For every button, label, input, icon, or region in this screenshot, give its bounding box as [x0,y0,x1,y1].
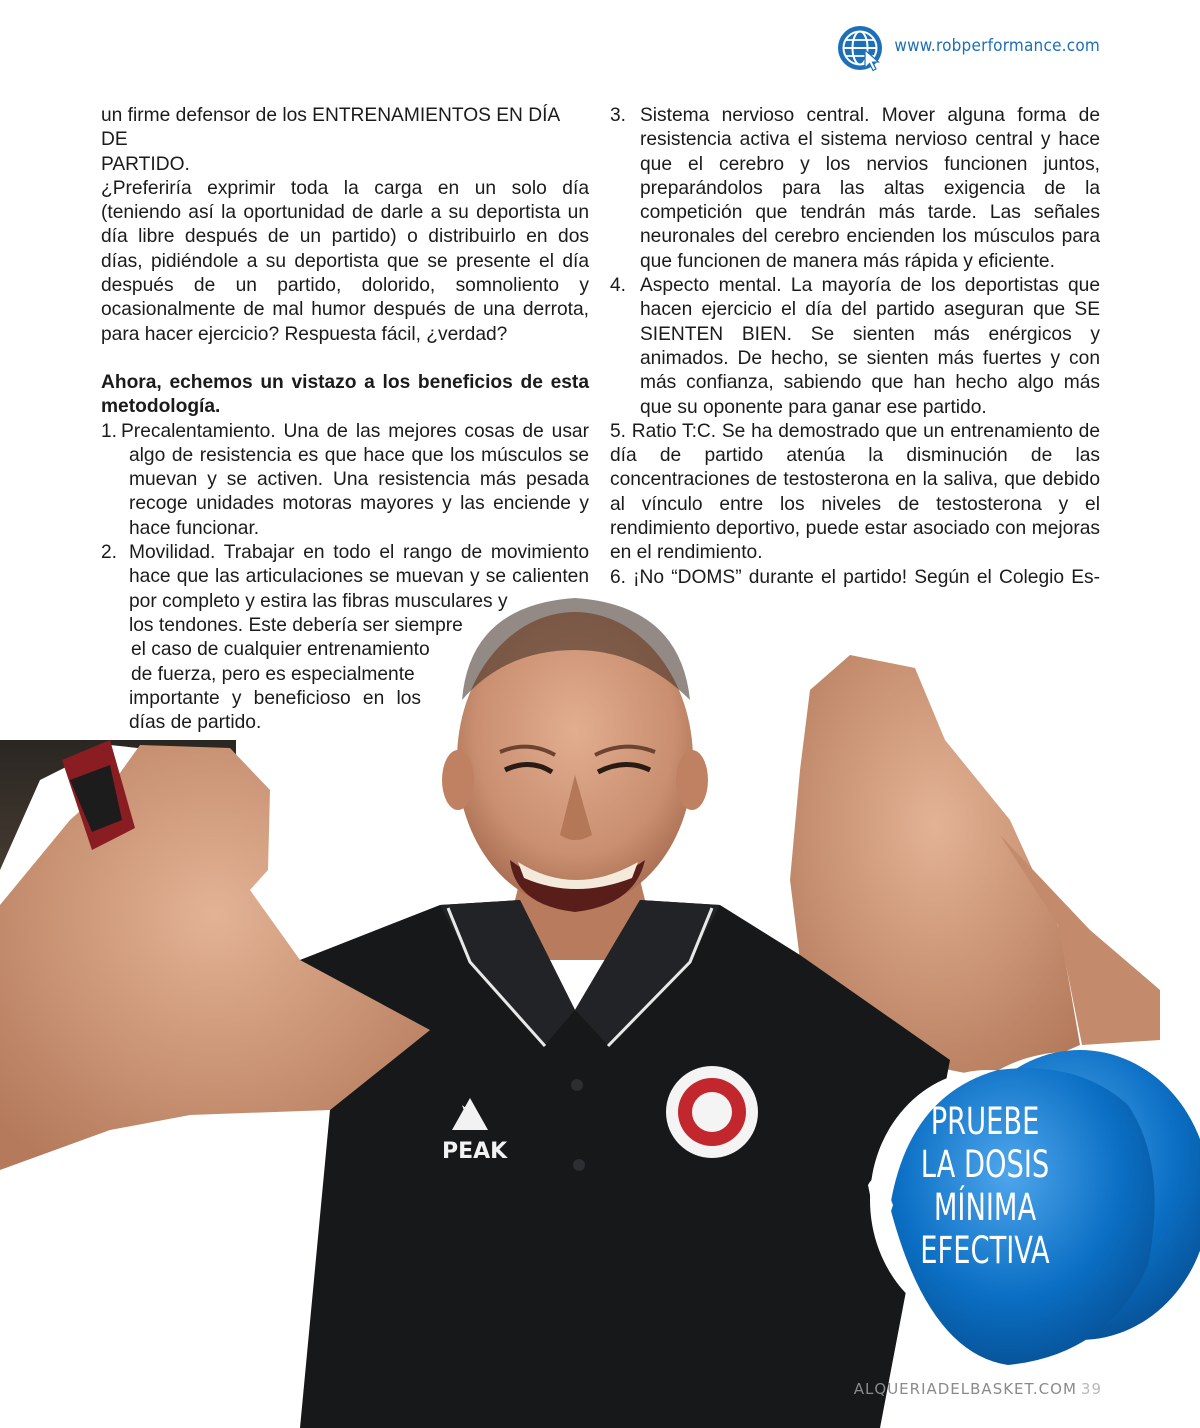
item-text: Sistema nervioso central. Mover alguna forma de resistencia activa el sistema nervioso central y hace que el cerebro y los nervios funcionen juntos, preparándolos para las altas exigencia de la competición que tendrán más tarde. Las señales neuronales del cerebro encienden los músculos para que funcionen de manera más rápida y eficiente. [640,105,1100,272]
list-item [101,420,589,541]
item-text: Aspecto mental. La mayoría de los deportistas que hacen ejercicio el día del partido aseguran que SE SIENTEN BIEN. Se sienten más enérgicos y animados. De hecho, se sienten más fuertes y con más confianza, sabiendo que han hecho algo más que su oponente para ganar ese partido. [640,275,1100,418]
footer-site: ALQUERIADELBASKET.COM [853,1380,1077,1398]
intro-line-2: PARTIDO. [101,153,190,175]
item-number: 4. [610,275,627,297]
badge-line-4: EFECTIVA [920,1229,1050,1272]
right-column [610,104,1100,590]
item-number: 3. [610,105,627,126]
badge-line-3: MÍNIMA [933,1186,1037,1229]
left-column [101,104,589,735]
page-footer [854,1380,1102,1398]
item-number: 2. [101,542,118,564]
badge-line-1: PRUEBE [930,1100,1040,1143]
list-item [101,541,589,735]
badge-line-2: LA DOSIS [920,1143,1050,1186]
item-text: Precalentamiento. Una de las mejores cosas de usar algo de resistencia es que hace que los músculos se muevan y se activen. Una resistencia más pesada recoge unidades motoras mayores y las enciende y hace funcionar. [121,420,589,539]
page-number: 39 [1080,1380,1102,1398]
peak-text: PEAK [442,1139,508,1164]
globe-cursor-icon [836,24,886,74]
question-paragraph: ¿Preferiría exprimir toda la carga en un solo día (teniendo así la oportunidad de darle a su deportista un día libre después de un partido) o distribuirlo en dos días, pidiéndole a su deportista que se presente el día después de un partido, dolorido, somnoliento y ocasionalmente de mal humor después de una derrota, para hacer ejercicio? Respuesta fácil, ¿verdad? [101,177,589,345]
item-text: Movilidad. Trabajar en todo el rango de movimiento hace que las articulaciones se muevan y se calienten por completo y estira las fibras musculares y los tendones. Este debería ser siempre el caso de cualquier entrenamiento de fuerza, pero es especialmente importante y beneficioso en los días de partido. [129,542,589,734]
section-heading: Ahora, echemos un vistazo a los beneficios de esta metodología. [101,371,589,418]
list-item [610,104,1100,274]
list-item: 5. Ratio T:C. Se ha demostrado que un entrenamiento de día de partido atenúa la disminución de las concentraciones de testosterona en la saliva, que debido al vínculo entre los niveles de testosterona y el rendimiento deportivo, puede estar asociado con mejoras en el rendimiento. [610,420,1100,564]
intro-line-1: un firme defensor de los ENTRENAMIENTOS EN DÍA DE [101,105,560,151]
item-number: 1. [101,420,118,442]
list-item: 6. ¡No “DOMS” durante el partido! Según el Colegio Es- [610,566,1100,588]
badge-text [915,1100,1054,1272]
list-item [610,274,1100,420]
website-link[interactable]: www.robperformance.com [894,36,1100,56]
